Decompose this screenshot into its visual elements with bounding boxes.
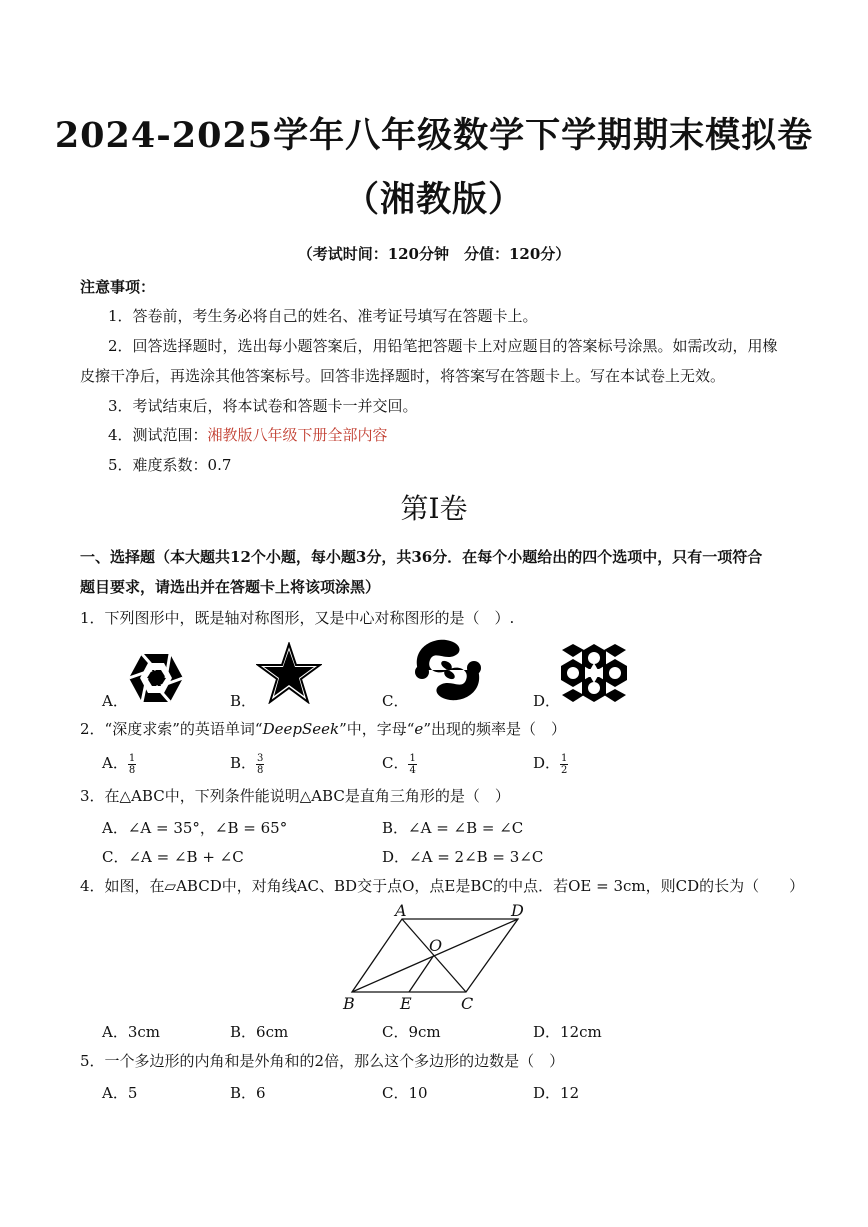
vertex-c-label: C	[461, 994, 474, 1013]
point-o-label: O	[429, 936, 443, 955]
q3-option-b: B．∠A = ∠B = ∠C	[382, 819, 524, 837]
swirl-figure	[408, 636, 488, 704]
q5-option-a: A．5	[102, 1084, 138, 1102]
section-title: 第I卷	[400, 492, 468, 525]
parallelogram-figure	[336, 900, 536, 1014]
q2-frac-b: $\frac{3}{8}$	[257, 752, 264, 776]
q2-option-b	[230, 752, 264, 776]
q4-option-d: D．12cm	[533, 1023, 602, 1041]
q2-option-a	[102, 752, 136, 776]
q1-stem: 1．下列图形中，既是轴对称图形，又是中心对称图形的是（ ）.	[80, 609, 515, 627]
q2-frac-a: $\frac{1}{8}$	[128, 752, 136, 776]
q2-option-d	[533, 752, 568, 776]
vertex-b-label: B	[343, 994, 355, 1013]
q2-stem-part-b: ”中，字母“	[339, 720, 415, 738]
q2-label-c: C．	[382, 754, 409, 772]
q5-option-b: B．6	[230, 1084, 266, 1102]
q4-option-c: C．9cm	[382, 1023, 441, 1041]
part1-heading: 一、选择题（本大题共12个小题，每小题3分，共36分．在每个小题给出的四个选项中，只有一项符合	[80, 548, 763, 566]
q2-word: DeepSeek	[262, 720, 340, 738]
page-title: 2024-2025学年八年级数学下学期期末模拟卷	[54, 115, 814, 156]
hexagon-swirl-figure	[128, 652, 184, 704]
q5-option-c: C．10	[382, 1084, 428, 1102]
q2-letter: e	[414, 720, 424, 738]
exam-info: （考试时间：120分钟 分值：120分）	[297, 245, 571, 263]
q1-label-a: A．	[102, 692, 128, 710]
q4-option-a: A．3cm	[102, 1023, 161, 1041]
q2-label-d: D．	[533, 754, 561, 772]
q3-stem: 3．在△ABC中，下列条件能说明△ABC是直角三角形的是（ ）	[80, 787, 510, 805]
note-4-label: 4．测试范围：	[108, 426, 208, 444]
part1-heading-cont: 题目要求，请选出并在答题卡上将该项涂黑）	[80, 578, 381, 596]
q3-option-c: C．∠A = ∠B + ∠C	[102, 848, 244, 866]
q1-label-c: C．	[382, 692, 409, 710]
q5-option-d: D．12	[533, 1084, 580, 1102]
q2-label-b: B．	[230, 754, 257, 772]
q2-frac-d: $\frac{1}{2}$	[561, 752, 568, 776]
q2-option-c	[382, 752, 417, 776]
q3-option-d: D．∠A = 2∠B = 3∠C	[382, 848, 544, 866]
note-2: 2．回答选择题时，选出每小题答案后，用铅笔把答题卡上对应题目的答案标号涂黑。如需改动，用橡	[108, 337, 778, 355]
scope-highlight: 湘教版八年级下册全部内容	[207, 426, 388, 444]
q3-option-a: A．∠A = 35°，∠B = 65°	[102, 819, 288, 837]
hexagon-cluster-figure	[560, 644, 628, 702]
point-e-label: E	[400, 994, 412, 1013]
note-4	[108, 425, 388, 445]
q2-stem	[80, 719, 566, 739]
q1-label-b: B．	[230, 692, 257, 710]
page-subtitle: （湘教版）	[343, 179, 524, 220]
q5-stem: 5．一个多边形的内角和是外角和的2倍，那么这个多边形的边数是（ ）	[80, 1052, 565, 1070]
vertex-a-label: A	[395, 901, 407, 920]
q2-label-a: A．	[102, 754, 128, 772]
q4-option-b: B．6cm	[230, 1023, 289, 1041]
note-1: 1．答卷前，考生务必将自己的姓名、准考证号填写在答题卡上。	[108, 307, 538, 325]
star-figure	[256, 642, 322, 704]
notes-heading: 注意事项：	[80, 278, 156, 296]
q2-stem-part-a: 2．“深度求索”的英语单词“	[80, 720, 263, 738]
q2-frac-c: $\frac{1}{4}$	[409, 752, 416, 776]
q1-label-d: D．	[533, 692, 561, 710]
note-3: 3．考试结束后，将本试卷和答题卡一并交回。	[108, 397, 418, 415]
note-2-cont: 皮擦干净后，再选涂其他答案标号。回答非选择题时，将答案写在答题卡上。写在本试卷上无效。	[80, 367, 726, 385]
vertex-d-label: D	[511, 901, 524, 920]
q2-stem-part-c: ”出现的频率是（ ）	[423, 720, 566, 738]
note-5: 5．难度系数：0.7	[108, 456, 232, 474]
q4-stem: 4．如图，在▱ABCD中，对角线AC、BD交于点O，点E是BC的中点．若OE = 3cm，则CD的长为（ ）	[80, 877, 805, 895]
